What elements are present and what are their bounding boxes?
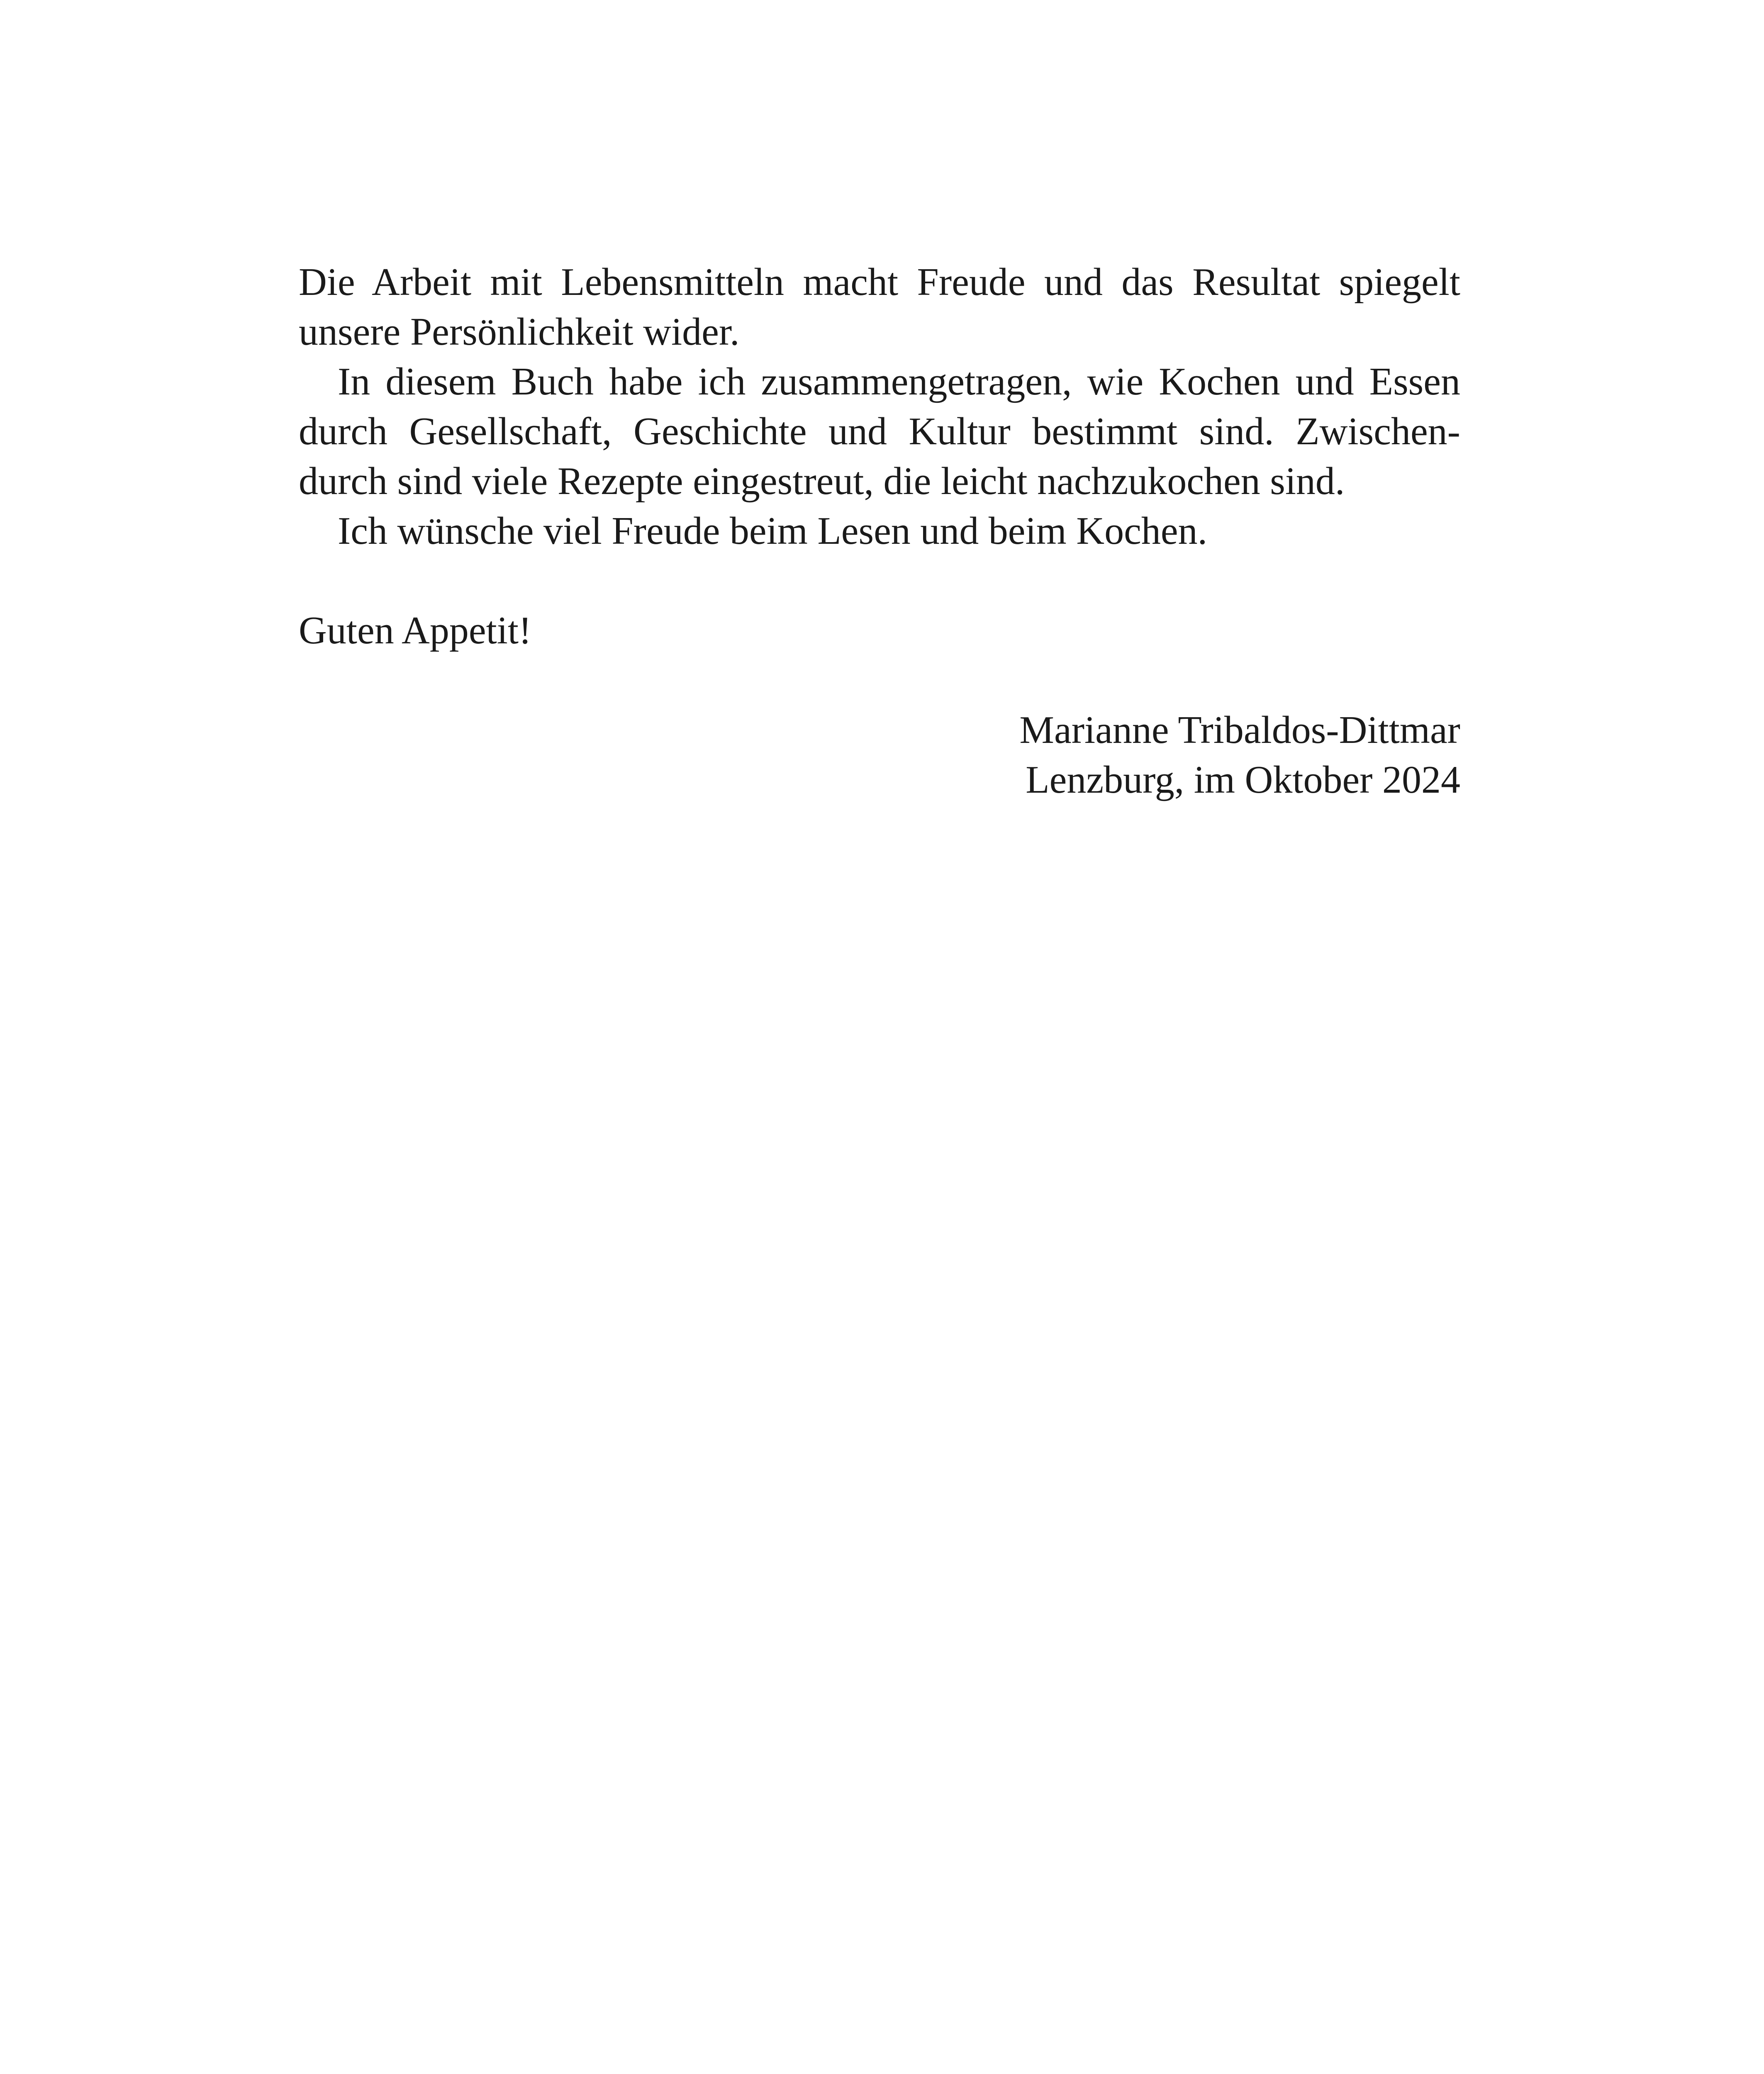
text-line: unsere Persönlichkeit wider. [299,310,740,353]
place-date: Lenzburg, im Oktober 2024 [1026,758,1460,801]
paragraph-1 [299,257,1460,357]
text-line: Die Arbeit mit Lebensmitteln macht Freude und das Resultat spiegelt [299,260,1460,304]
closing-line: Guten Appetit! [299,609,532,652]
text-line: In diesem Buch habe ich zusammengetragen, wie Kochen und Essen [338,360,1460,403]
text-block [299,257,1460,805]
paragraph-3 [299,506,1460,556]
author-name: Marianne Tribaldos-Dittmar [1019,708,1460,752]
paragraph-2 [299,357,1460,506]
text-line: Ich wünsche viel Freude beim Lesen und beim Kochen. [338,509,1208,553]
signature-block [299,705,1460,805]
text-line: durch sind viele Rezepte eingestreut, die leicht nachzukochen sind. [299,460,1345,503]
text-line: durch Gesellschaft, Geschichte und Kultur bestimmt sind. Zwischen- [299,410,1460,453]
